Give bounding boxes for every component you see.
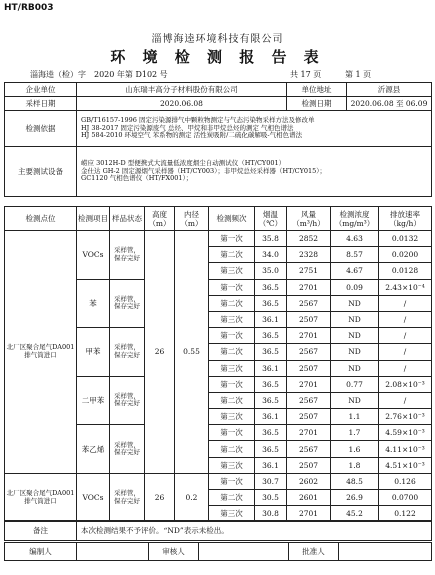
- temp-cell: 35.8: [255, 231, 287, 247]
- location-cell: 北厂区聚合尾气DA001 排气筒进口: [5, 473, 77, 522]
- item-cell: 苯: [77, 279, 110, 328]
- temp-cell: 36.5: [255, 295, 287, 311]
- frequency-cell: 第二次: [209, 247, 255, 263]
- flow-cell: 2507: [287, 457, 331, 473]
- editor-signature: [77, 543, 149, 561]
- total-pages: 共 17 页: [290, 70, 322, 79]
- flow-cell: 2852: [287, 231, 331, 247]
- temp-cell: 36.1: [255, 311, 287, 327]
- conc-cell: ND: [331, 392, 379, 408]
- rate-cell: 0.0700: [379, 490, 432, 506]
- header-temp: 烟温（℃）: [255, 207, 287, 231]
- frequency-cell: 第一次: [209, 425, 255, 441]
- rate-cell: 0.126: [379, 473, 432, 489]
- equipment-list: [77, 147, 432, 197]
- approver-label: 批准人: [289, 543, 339, 561]
- conc-cell: 48.5: [331, 473, 379, 489]
- temp-cell: 30.8: [255, 506, 287, 522]
- flow-cell: 2701: [287, 376, 331, 392]
- flow-cell: 2701: [287, 279, 331, 295]
- frequency-cell: 第二次: [209, 344, 255, 360]
- frequency-cell: 第一次: [209, 473, 255, 489]
- header-conc: 检测浓度（mg/m³）: [331, 207, 379, 231]
- equipment-item: 金仕达 GH-2 固定源烟气采样器（HT/CY003）；非甲烷总烃采样器（HT/CY015）；: [81, 166, 327, 175]
- info-table: [4, 82, 432, 197]
- conc-cell: 4.63: [331, 231, 379, 247]
- page-number: 第 1 页: [345, 70, 372, 79]
- location-cell: 北厂区聚合尾气DA001 排气筒进口: [5, 231, 77, 474]
- diameter-cell: 0.2: [175, 473, 209, 522]
- frequency-cell: 第三次: [209, 360, 255, 376]
- rate-cell: /: [379, 311, 432, 327]
- footer-table: [4, 520, 432, 541]
- client-label: 企业单位: [5, 83, 77, 97]
- rate-cell: 2.76×10⁻³: [379, 409, 432, 425]
- conc-cell: 4.67: [331, 263, 379, 279]
- rate-cell: 0.0128: [379, 263, 432, 279]
- conc-cell: 1.6: [331, 441, 379, 457]
- conc-cell: 1.1: [331, 409, 379, 425]
- height-cell: 26: [145, 231, 175, 474]
- diameter-cell: 0.55: [175, 231, 209, 474]
- reviewer-signature: [199, 543, 289, 561]
- equipment-label: 主要测试设备: [5, 147, 77, 197]
- sample-date-value: 2020.06.08: [77, 97, 287, 111]
- temp-cell: 36.5: [255, 392, 287, 408]
- document-number: HT/RB003: [4, 3, 54, 13]
- temp-cell: 36.1: [255, 457, 287, 473]
- frequency-cell: 第二次: [209, 392, 255, 408]
- state-cell: 采样管，保存完好: [110, 231, 145, 280]
- remarks-text: 本次检测结果不予评价。“ND”表示未检出。: [77, 521, 432, 541]
- company-name: 淄博海逵环境科技有限公司: [151, 34, 284, 45]
- equipment-item: GC1120 气相色谱仪（HT/FX001）；: [81, 174, 193, 183]
- conc-cell: 45.2: [331, 506, 379, 522]
- rate-cell: 2.08×10⁻³: [379, 376, 432, 392]
- approver-signature: [339, 543, 432, 561]
- state-cell: 采样管，保存完好: [110, 328, 145, 377]
- conc-cell: ND: [331, 360, 379, 376]
- header-item: 检测项目: [77, 207, 110, 231]
- frequency-cell: 第三次: [209, 506, 255, 522]
- conc-cell: 1.7: [331, 425, 379, 441]
- temp-cell: 36.5: [255, 279, 287, 295]
- basis-list: [77, 111, 432, 147]
- flow-cell: 2507: [287, 311, 331, 327]
- header-frequency: 检测频次: [209, 207, 255, 231]
- flow-cell: 2601: [287, 490, 331, 506]
- flow-cell: 2567: [287, 392, 331, 408]
- frequency-cell: 第一次: [209, 328, 255, 344]
- rate-cell: /: [379, 392, 432, 408]
- conc-cell: ND: [331, 328, 379, 344]
- temp-cell: 35.0: [255, 263, 287, 279]
- state-cell: 采样管，保存完好: [110, 425, 145, 474]
- report-number: 淄海逵（检）字 2020 年第 D102 号: [30, 70, 168, 79]
- sample-date-label: 采样日期: [5, 97, 77, 111]
- temp-cell: 36.5: [255, 425, 287, 441]
- header-rate: 排放速率（kg/h）: [379, 207, 432, 231]
- rate-cell: 4.11×10⁻³: [379, 441, 432, 457]
- results-table: [4, 206, 432, 522]
- header-location: 检测点位: [5, 207, 77, 231]
- header-row: [5, 207, 432, 231]
- height-cell: 26: [145, 473, 175, 522]
- conc-cell: ND: [331, 311, 379, 327]
- frequency-cell: 第二次: [209, 295, 255, 311]
- temp-cell: 30.5: [255, 490, 287, 506]
- temp-cell: 36.5: [255, 328, 287, 344]
- frequency-cell: 第一次: [209, 231, 255, 247]
- conc-cell: 0.77: [331, 376, 379, 392]
- rate-cell: /: [379, 360, 432, 376]
- frequency-cell: 第一次: [209, 279, 255, 295]
- flow-cell: 2701: [287, 328, 331, 344]
- conc-cell: 26.9: [331, 490, 379, 506]
- temp-cell: 36.5: [255, 376, 287, 392]
- rate-cell: /: [379, 295, 432, 311]
- rate-cell: 0.122: [379, 506, 432, 522]
- signature-table: [4, 542, 432, 561]
- temp-cell: 34.0: [255, 247, 287, 263]
- flow-cell: 2751: [287, 263, 331, 279]
- conc-cell: ND: [331, 295, 379, 311]
- basis-label: 检测依据: [5, 111, 77, 147]
- frequency-cell: 第二次: [209, 490, 255, 506]
- state-cell: 采样管，保存完好: [110, 473, 145, 522]
- header-height: 高度（m）: [145, 207, 175, 231]
- flow-cell: 2507: [287, 360, 331, 376]
- address-value: 沂源县: [347, 83, 432, 97]
- rate-cell: 0.0200: [379, 247, 432, 263]
- conc-cell: 0.09: [331, 279, 379, 295]
- test-date-value: 2020.06.08 至 06.09: [347, 97, 432, 111]
- frequency-cell: 第三次: [209, 311, 255, 327]
- basis-item: HJ 584-2010 环境空气 苯系物的测定 活性炭吸附/二硫化碳解吸-气相色谱法: [81, 131, 303, 140]
- temp-cell: 36.1: [255, 360, 287, 376]
- frequency-cell: 第二次: [209, 441, 255, 457]
- flow-cell: 2701: [287, 425, 331, 441]
- frequency-cell: 第三次: [209, 263, 255, 279]
- address-label: 单位地址: [287, 83, 347, 97]
- header-state: 样品状态: [110, 207, 145, 231]
- state-cell: 采样管，保存完好: [110, 376, 145, 425]
- table-row: [5, 473, 432, 489]
- header-flow: 风量（m³/h）: [287, 207, 331, 231]
- rate-cell: /: [379, 328, 432, 344]
- rate-cell: 4.51×10⁻³: [379, 457, 432, 473]
- conc-cell: 1.8: [331, 457, 379, 473]
- equipment-item: 崂应 3012H-D 型便携式大流量低浓度烟尘自动测试仪（HT/CY001）: [81, 159, 286, 168]
- table-row: [5, 231, 432, 247]
- temp-cell: 36.5: [255, 344, 287, 360]
- flow-cell: 2567: [287, 344, 331, 360]
- rate-cell: 2.43×10⁻⁴: [379, 279, 432, 295]
- item-cell: 二甲苯: [77, 376, 110, 425]
- temp-cell: 36.5: [255, 441, 287, 457]
- temp-cell: 30.7: [255, 473, 287, 489]
- item-cell: 苯乙烯: [77, 425, 110, 474]
- rate-cell: 0.0132: [379, 231, 432, 247]
- remarks-label: 备注: [5, 521, 77, 541]
- client-value: 山东瑞丰高分子材料股份有限公司: [77, 83, 287, 97]
- rate-cell: /: [379, 344, 432, 360]
- item-cell: 甲苯: [77, 328, 110, 377]
- flow-cell: 2701: [287, 506, 331, 522]
- conc-cell: ND: [331, 344, 379, 360]
- basis-item: HJ 38-2017 固定污染源废气 总烃、甲烷和非甲烷总烃的测定 气相色谱法: [81, 123, 294, 132]
- frequency-cell: 第一次: [209, 376, 255, 392]
- flow-cell: 2567: [287, 441, 331, 457]
- flow-cell: 2328: [287, 247, 331, 263]
- item-cell: VOCs: [77, 473, 110, 522]
- flow-cell: 2507: [287, 409, 331, 425]
- flow-cell: 2602: [287, 473, 331, 489]
- item-cell: VOCs: [77, 231, 110, 280]
- editor-label: 编制人: [5, 543, 77, 561]
- state-cell: 采样管，保存完好: [110, 279, 145, 328]
- flow-cell: 2567: [287, 295, 331, 311]
- rate-cell: 4.59×10⁻³: [379, 425, 432, 441]
- basis-item: GB/T16157-1996 固定污染源排气中颗粒物测定与气态污染物采样方法及修改单: [81, 116, 315, 125]
- frequency-cell: 第三次: [209, 409, 255, 425]
- conc-cell: 8.57: [331, 247, 379, 263]
- report-title: 环 境 检 测 报 告 表: [110, 48, 325, 66]
- test-date-label: 检测日期: [287, 97, 347, 111]
- frequency-cell: 第三次: [209, 457, 255, 473]
- header-diameter: 内径（m）: [175, 207, 209, 231]
- temp-cell: 36.1: [255, 409, 287, 425]
- reviewer-label: 审核人: [149, 543, 199, 561]
